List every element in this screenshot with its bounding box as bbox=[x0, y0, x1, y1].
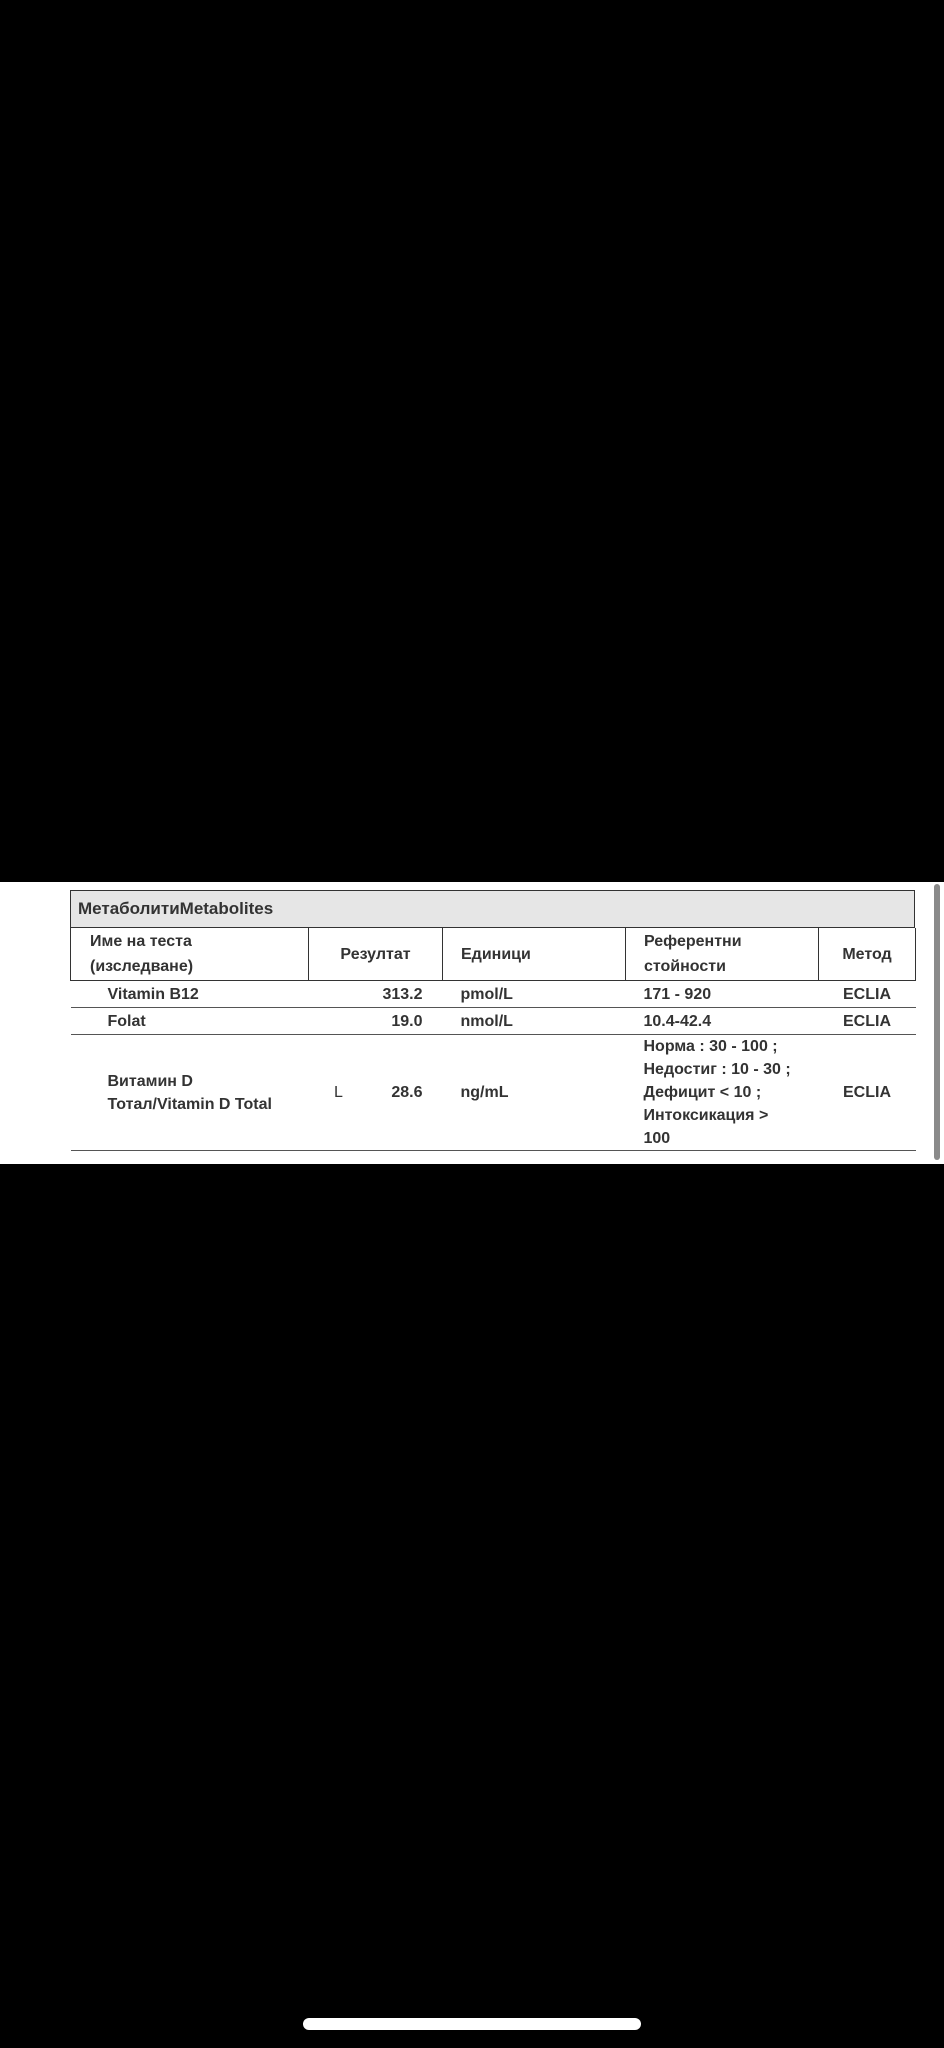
test-name: Vitamin B12 bbox=[71, 981, 309, 1008]
reference-range: 171 - 920 bbox=[626, 981, 819, 1008]
lab-report bbox=[70, 890, 915, 1151]
result-value: 313.2 bbox=[382, 985, 423, 1003]
header-reference: Референтни стойности bbox=[626, 928, 819, 981]
reference-range: Норма : 30 - 100 ; Недостиг : 10 - 30 ; Дефицит < 10 ; Интоксикация > 100 bbox=[626, 1035, 819, 1151]
units: nmol/L bbox=[443, 1008, 626, 1035]
results-table bbox=[70, 928, 916, 1151]
table-row bbox=[71, 1035, 916, 1151]
header-test-name: Име на теста (изследване) bbox=[71, 928, 309, 981]
result-cell bbox=[309, 981, 443, 1008]
reference-range: 10.4-42.4 bbox=[626, 1008, 819, 1035]
units: ng/mL bbox=[443, 1035, 626, 1151]
home-indicator[interactable] bbox=[303, 2018, 641, 2030]
section-title: МетаболитиMetabolites bbox=[70, 890, 915, 928]
header-result: Резултат bbox=[309, 928, 443, 981]
method: ECLIA bbox=[819, 1035, 916, 1151]
result-value: 28.6 bbox=[391, 1084, 423, 1101]
test-name: Folat bbox=[71, 1008, 309, 1035]
header-units: Единици bbox=[443, 928, 626, 981]
test-name: Витамин D Тотал/Vitamin D Total bbox=[71, 1035, 309, 1151]
result-cell bbox=[309, 1008, 443, 1035]
header-method: Метод bbox=[819, 928, 916, 981]
document-viewport[interactable] bbox=[0, 882, 944, 1164]
result-value: 19.0 bbox=[391, 1012, 423, 1030]
flag: L bbox=[334, 1084, 343, 1101]
table-row bbox=[71, 981, 916, 1008]
table-header-row bbox=[71, 928, 916, 981]
units: pmol/L bbox=[443, 981, 626, 1008]
result-cell bbox=[309, 1035, 443, 1151]
method: ECLIA bbox=[819, 981, 916, 1008]
vertical-scrollbar[interactable] bbox=[934, 884, 940, 1160]
method: ECLIA bbox=[819, 1008, 916, 1035]
table-row bbox=[71, 1008, 916, 1035]
